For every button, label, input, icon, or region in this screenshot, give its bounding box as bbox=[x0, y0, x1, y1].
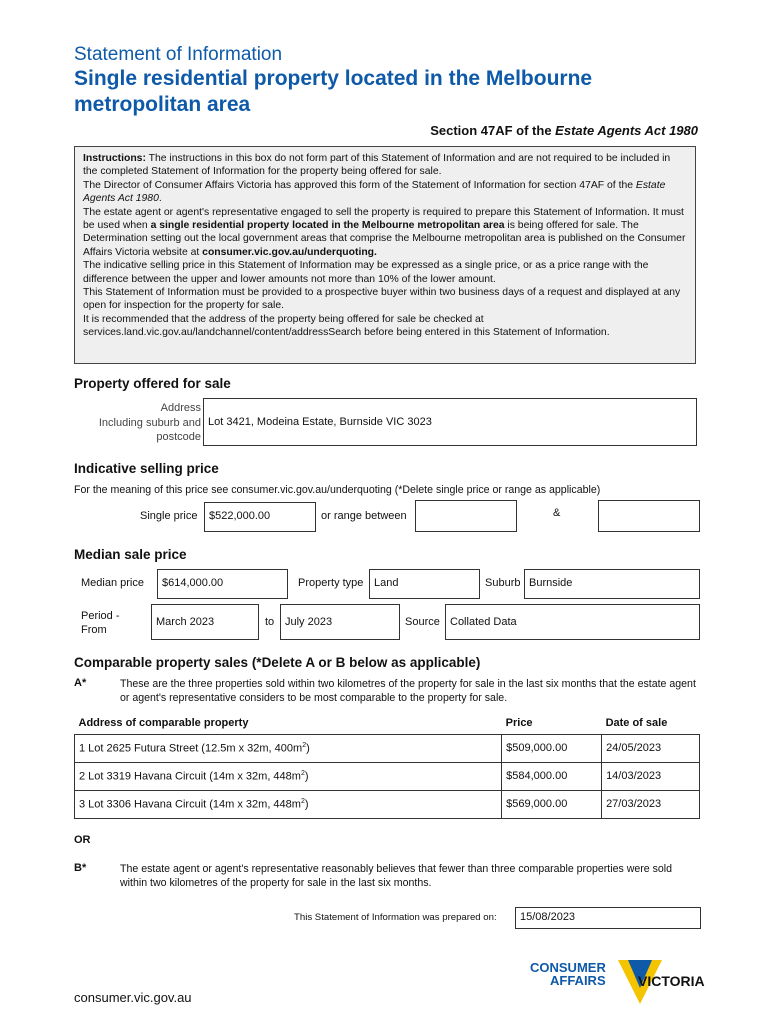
comparable-date-cell[interactable]: 27/03/2023 bbox=[602, 790, 700, 818]
instructions-text-3b: is being offered for sale. The Determination setting out the local government areas that comprise the Melbourne metropolitan area is published on the Consumer Affairs Victoria website at bbox=[83, 220, 686, 258]
form-title-line1: Single residential property located in the Melbourne bbox=[74, 67, 593, 90]
option-a-text: These are the three properties sold within two kilometres of the property for sale in the last six months that the estate agent or agent's representative considers to be most comparable to the property for sale. bbox=[120, 678, 696, 704]
footer-url[interactable]: consumer.vic.gov.au bbox=[74, 990, 192, 1005]
address-label-line3: postcode bbox=[156, 431, 201, 443]
comparable-address: 3 Lot 3306 Havana Circuit (14m x 32m, 448m bbox=[79, 798, 301, 811]
comparable-address-cell[interactable] bbox=[75, 790, 502, 818]
closing-paren: ) bbox=[306, 742, 310, 755]
table-row bbox=[75, 762, 700, 790]
indicative-heading: Indicative selling price bbox=[74, 461, 219, 476]
instructions-label: Instructions: bbox=[83, 153, 146, 164]
property-type-label: Property type bbox=[298, 577, 364, 589]
comparable-address: 2 Lot 3319 Havana Circuit (14m x 32m, 448m bbox=[79, 770, 301, 783]
source-field[interactable]: Collated Data bbox=[445, 604, 700, 640]
logo-consumer: CONSUMER bbox=[530, 960, 606, 975]
indicative-note: For the meaning of this price see consumer.vic.gov.au/underquoting (*Delete single price or range as applicable) bbox=[74, 484, 601, 496]
instructions-paragraph-5: This Statement of Information must be provided to a prospective buyer within two business days of a request and displayed at any open for inspection for the property for sale. bbox=[83, 287, 681, 312]
section-reference-text: Section 47AF of the bbox=[430, 123, 556, 138]
comparable-price-cell[interactable]: $509,000.00 bbox=[502, 734, 602, 762]
instructions-paragraph-2 bbox=[83, 179, 687, 206]
period-label bbox=[81, 609, 120, 637]
median-price-label: Median price bbox=[81, 577, 144, 589]
column-header-address: Address of comparable property bbox=[78, 716, 249, 729]
prepared-label: This Statement of Information was prepared on: bbox=[294, 912, 497, 923]
logo-affairs: AFFAIRS bbox=[550, 973, 606, 988]
closing-paren: ) bbox=[304, 798, 309, 811]
comparable-date-cell[interactable]: 24/05/2023 bbox=[602, 734, 700, 762]
range-low-field[interactable] bbox=[415, 500, 517, 532]
logo-victoria: VICTORIA bbox=[638, 973, 705, 989]
comparable-date-cell[interactable]: 14/03/2023 bbox=[602, 762, 700, 790]
period-from-field[interactable]: March 2023 bbox=[151, 604, 259, 640]
range-high-field[interactable] bbox=[598, 500, 700, 532]
single-price-field[interactable]: $522,000.00 bbox=[204, 502, 316, 532]
suburb-label: Suburb bbox=[485, 577, 521, 589]
instructions-box bbox=[74, 146, 696, 364]
instructions-paragraph-3 bbox=[83, 206, 687, 260]
period-label-line1: Period - bbox=[81, 610, 120, 622]
instructions-text-1: The instructions in this box do not form part of this Statement of Information and are not required to be included in the completed Statement of Information for the property being offered for sale. bbox=[83, 153, 671, 178]
superscript: 2 bbox=[302, 741, 307, 749]
column-header-price: Price bbox=[505, 716, 533, 729]
section-reference bbox=[430, 123, 698, 138]
period-to-field[interactable]: July 2023 bbox=[280, 604, 400, 640]
comparable-table-header bbox=[75, 712, 700, 734]
instructions-text-2-end: . bbox=[158, 193, 162, 205]
prepared-date-field[interactable]: 15/08/2023 bbox=[515, 907, 701, 929]
comparable-price-cell[interactable]: $569,000.00 bbox=[502, 790, 602, 818]
property-type-field[interactable]: Land bbox=[369, 569, 480, 599]
instructions-paragraph-6: It is recommended that the address of the property being offered for sale be checked at services.land.vic.gov.au/landchannel/content/addressSearch before being entered in this Statement of Information. bbox=[83, 313, 610, 339]
median-price-field[interactable]: $614,000.00 bbox=[157, 569, 288, 599]
instructions-text-3a: The estate agent or agent's representative engaged to sell the property is required to prepare this Statement of Information. It must be used when bbox=[83, 206, 684, 232]
closing-paren: ) bbox=[304, 770, 309, 783]
address-label-line2: Including suburb and bbox=[98, 416, 201, 429]
instructions-paragraph-4: The indicative selling price in this Statement of Information may be expressed as a single price, or as a price range with the difference between the upper and lower amounts not more than 10% of the lower amount. bbox=[83, 260, 649, 285]
superscript: 2 bbox=[300, 797, 305, 805]
option-b-text: The estate agent or agent's representative reasonably believes that fewer than three comparable properties were sold within two kilometres of the property for sale in the last six months. bbox=[120, 863, 673, 889]
range-ampersand: & bbox=[553, 507, 561, 519]
comparable-table bbox=[74, 712, 700, 819]
section-act-name: Estate Agents Act 1980 bbox=[555, 123, 698, 138]
form-subtitle: Statement of Information bbox=[74, 44, 283, 65]
consumer-affairs-victoria-logo bbox=[526, 958, 706, 1006]
underquoting-link[interactable]: consumer.vic.gov.au/underquoting. bbox=[202, 246, 377, 258]
form-title bbox=[74, 66, 714, 118]
address-label-line1: Address bbox=[160, 402, 201, 414]
period-label-line2: From bbox=[81, 624, 107, 636]
address-field[interactable]: Lot 3421, Modeina Estate, Burnside VIC 3023 bbox=[203, 398, 697, 446]
address-label bbox=[74, 401, 201, 445]
suburb-field[interactable]: Burnside bbox=[524, 569, 700, 599]
table-row bbox=[75, 790, 700, 818]
superscript: 2 bbox=[300, 769, 305, 777]
instructions-text-2: The Director of Consumer Affairs Victoria has approved this form of the Statement of Information for section 47AF of the bbox=[83, 179, 636, 191]
or-label: OR bbox=[74, 834, 91, 846]
property-heading: Property offered for sale bbox=[74, 376, 231, 391]
instructions-act-name: Estate Agents Act 1980 bbox=[83, 179, 666, 205]
instructions-paragraph-1 bbox=[83, 152, 687, 179]
comparable-address: 1 Lot 2625 Futura Street (12.5m x 32m, 400m bbox=[79, 742, 303, 755]
comparable-price-cell[interactable]: $584,000.00 bbox=[502, 762, 602, 790]
range-label: or range between bbox=[321, 510, 407, 522]
comparable-address-cell[interactable] bbox=[75, 734, 502, 762]
option-b-label: B* bbox=[74, 862, 87, 874]
table-row bbox=[75, 734, 700, 762]
period-to-label: to bbox=[265, 616, 275, 628]
single-price-label: Single price bbox=[140, 510, 198, 522]
comparable-heading: Comparable property sales (*Delete A or B below as applicable) bbox=[74, 655, 481, 670]
instructions-text-3-bold: a single residential property located in the Melbourne metropolitan area bbox=[150, 220, 505, 232]
column-header-date: Date of sale bbox=[605, 716, 668, 729]
source-label: Source bbox=[405, 616, 440, 628]
comparable-address-cell[interactable] bbox=[75, 762, 502, 790]
median-heading: Median sale price bbox=[74, 547, 187, 562]
option-a-label: A* bbox=[74, 677, 87, 689]
form-title-line2: metropolitan area bbox=[74, 93, 251, 116]
